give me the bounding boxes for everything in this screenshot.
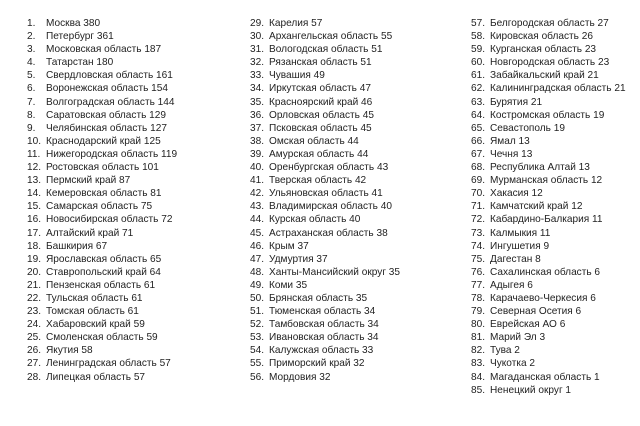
list-item-number: 26.: [27, 345, 42, 357]
list-item-number: 16.: [27, 214, 42, 226]
list-item-number: 47.: [250, 253, 265, 265]
list-item-text: Орловская область 45: [269, 109, 374, 121]
list-item: [250, 305, 400, 318]
list-item-text: Кабардино-Балкария 11: [490, 214, 603, 226]
list-item-number: 58.: [471, 31, 486, 43]
list-item: [471, 384, 626, 397]
list-item-text: Белгородская область 27: [490, 18, 609, 29]
list-item-text: Магаданская область 1: [490, 371, 600, 383]
list-item: [27, 266, 177, 279]
list-item-number: 33.: [250, 70, 265, 82]
list-item-text: Адыгея 6: [490, 279, 533, 291]
list-item: [250, 69, 400, 82]
list-item-number: 20.: [27, 266, 42, 278]
list-item: [250, 122, 400, 135]
list-item-text: Астраханская область 38: [269, 227, 388, 239]
list-item: [471, 161, 626, 174]
list-item-text: Архангельская область 55: [269, 31, 393, 43]
list-item: [471, 266, 626, 279]
list-item-text: Карачаево-Черкесия 6: [490, 292, 596, 304]
list-item-text: Удмуртия 37: [269, 253, 328, 265]
list-item: [27, 240, 177, 253]
list-item-text: Курганская область 23: [490, 44, 597, 56]
list-item-number: 60.: [471, 57, 486, 69]
list-column-1: [27, 17, 177, 384]
list-column-3: [471, 17, 626, 397]
list-item-number: 51.: [250, 306, 265, 318]
list-item-text: Пензенская область 61: [46, 279, 156, 291]
list-item-number: 79.: [471, 306, 486, 318]
list-item-text: Нижегородская область 119: [46, 148, 178, 160]
list-item-number: 65.: [471, 122, 486, 134]
list-item-number: 12.: [27, 162, 42, 174]
list-item-number: 25.: [27, 332, 42, 344]
list-item: [250, 43, 400, 56]
list-item-text: Мурманская область 12: [490, 175, 603, 187]
list-item: [471, 30, 626, 43]
list-item-number: 71.: [471, 201, 486, 213]
list-item-number: 34.: [250, 83, 265, 95]
list-item-number: 73.: [471, 227, 486, 239]
list-item-text: Пермский край 87: [46, 175, 131, 187]
list-item: [471, 279, 626, 292]
list-item-text: Московская область 187: [46, 44, 162, 56]
list-item: [250, 82, 400, 95]
list-item: [250, 240, 400, 253]
list-item: [27, 200, 177, 213]
list-item-number: 61.: [471, 70, 486, 82]
list-item-text: Свердловская область 161: [46, 70, 173, 82]
list-item: [27, 305, 177, 318]
list-item: [250, 148, 400, 161]
list-item-number: 39.: [250, 148, 265, 160]
list-item: [27, 82, 177, 95]
list-item-number: 11.: [27, 148, 41, 160]
list-item-text: Башкирия 67: [46, 240, 108, 252]
list-item: [471, 240, 626, 253]
list-item-number: 46.: [250, 240, 265, 252]
list-item-number: 41.: [250, 175, 265, 187]
list-item-number: 64.: [471, 109, 486, 121]
list-item-number: 28.: [27, 371, 42, 383]
list-item-text: Кемеровская область 81: [46, 188, 162, 200]
list-item-text: Карелия 57: [269, 18, 323, 29]
list-item: [27, 56, 177, 69]
list-item: [250, 227, 400, 240]
list-item-text: Якутия 58: [46, 345, 93, 357]
list-item-text: Липецкая область 57: [46, 371, 146, 383]
list-item-text: Тверская область 42: [269, 175, 367, 187]
list-item-number: 15.: [27, 201, 42, 213]
list-item-number: 54.: [250, 345, 265, 357]
list-item-text: Коми 35: [269, 279, 308, 291]
list-item-text: Смоленская область 59: [46, 332, 158, 344]
list-item-number: 43.: [250, 201, 265, 213]
list-item-text: Хабаровский край 59: [46, 319, 145, 331]
list-item-text: Курская область 40: [269, 214, 361, 226]
list-item-text: Тува 2: [490, 345, 520, 357]
list-item-number: 29.: [250, 18, 265, 29]
list-item-number: 70.: [471, 188, 486, 200]
list-item-text: Дагестан 8: [490, 253, 541, 265]
list-item-number: 68.: [471, 162, 486, 174]
list-item-text: Ульяновская область 41: [269, 188, 383, 200]
list-item-text: Приморский край 32: [269, 358, 365, 370]
list-item: [27, 96, 177, 109]
list-item: [27, 43, 177, 56]
list-item: [250, 56, 400, 69]
list-item: [471, 357, 626, 370]
list-item-number: 74.: [471, 240, 486, 252]
list-item: [27, 69, 177, 82]
list-item: [27, 213, 177, 226]
list-item: [250, 200, 400, 213]
list-item-number: 7.: [27, 96, 36, 108]
list-item-text: Калужская область 33: [269, 345, 374, 357]
list-item: [250, 279, 400, 292]
list-item: [27, 331, 177, 344]
list-item: [471, 69, 626, 82]
list-item: [471, 253, 626, 266]
list-item-text: Самарская область 75: [46, 201, 153, 213]
list-item: [471, 200, 626, 213]
list-item-number: 44.: [250, 214, 265, 226]
list-item: [471, 227, 626, 240]
list-item-text: Бурятия 21: [490, 96, 543, 108]
list-item: [250, 292, 400, 305]
list-item-text: Забайкальский край 21: [490, 70, 599, 82]
list-item: [27, 357, 177, 370]
list-item: [250, 213, 400, 226]
list-item: [471, 148, 626, 161]
list-item-text: Кировская область 26: [490, 31, 593, 43]
list-item-number: 22.: [27, 292, 42, 304]
list-item-text: Иркутская область 47: [269, 83, 371, 95]
list-item-text: Ставропольский край 64: [46, 266, 161, 278]
list-item-text: Ярославская область 65: [46, 253, 162, 265]
list-item-text: Севастополь 19: [490, 122, 565, 134]
list-item-number: 32.: [250, 57, 265, 69]
list-item-number: 84.: [471, 371, 486, 383]
list-item-number: 17.: [27, 227, 42, 239]
list-item: [27, 148, 177, 161]
list-item: [471, 96, 626, 109]
list-item-text: Краснодарский край 125: [46, 135, 161, 147]
list-item: [250, 371, 400, 384]
list-item-number: 38.: [250, 135, 265, 147]
list-item-text: Саратовская область 129: [46, 109, 166, 121]
list-item: [250, 161, 400, 174]
list-item: [27, 279, 177, 292]
list-item-number: 59.: [471, 44, 486, 56]
list-item: [250, 266, 400, 279]
list-item-number: 6.: [27, 83, 36, 95]
list-item-number: 24.: [27, 319, 42, 331]
list-item-text: Калининградская область 21: [490, 83, 626, 95]
list-item-text: Республика Алтай 13: [490, 162, 590, 174]
list-item-text: Татарстан 180: [46, 57, 114, 69]
list-item-number: 63.: [471, 96, 486, 108]
list-item-text: Ленинградская область 57: [46, 358, 171, 370]
list-item: [27, 187, 177, 200]
list-item-number: 1.: [27, 18, 36, 29]
list-item-number: 10.: [27, 135, 42, 147]
list-item-text: Чувашия 49: [269, 70, 325, 82]
list-item-text: Алтайский край 71: [46, 227, 134, 239]
list-item: [250, 344, 400, 357]
list-item: [250, 135, 400, 148]
list-item-text: Ивановская область 34: [269, 332, 379, 344]
list-item: [471, 122, 626, 135]
list-item: [471, 187, 626, 200]
list-item-text: Владимирская область 40: [269, 201, 392, 213]
list-item-number: 57.: [471, 18, 486, 29]
list-item-text: Тюменская область 34: [269, 306, 376, 318]
list-item-number: 36.: [250, 109, 265, 121]
list-item: [471, 135, 626, 148]
list-item-text: Брянская область 35: [269, 292, 368, 304]
list-item-number: 83.: [471, 358, 486, 370]
list-item: [27, 174, 177, 187]
list-item: [250, 17, 400, 30]
list-item: [471, 331, 626, 344]
list-item-number: 13.: [27, 175, 42, 187]
list-item-text: Чукотка 2: [490, 358, 535, 370]
list-item: [250, 174, 400, 187]
list-item: [27, 371, 177, 384]
list-item: [471, 56, 626, 69]
list-item-text: Псковская область 45: [269, 122, 372, 134]
list-item-number: 76.: [471, 266, 486, 278]
list-item-text: Калмыкия 11: [490, 227, 551, 239]
list-item-text: Марий Эл 3: [490, 332, 546, 344]
list-item-text: Москва 380: [46, 18, 101, 29]
list-item-number: 48.: [250, 266, 265, 278]
list-item-text: Красноярский край 46: [269, 96, 373, 108]
list-item-text: Рязанская область 51: [269, 57, 372, 69]
list-item-text: Воронежская область 154: [46, 83, 168, 95]
list-item-text: Тульская область 61: [46, 292, 143, 304]
list-item: [471, 82, 626, 95]
list-item-text: Тамбовская область 34: [269, 319, 379, 331]
list-item-text: Волгоградская область 144: [46, 96, 175, 108]
list-item-text: Крым 37: [269, 240, 309, 252]
list-item: [250, 96, 400, 109]
list-item-number: 18.: [27, 240, 42, 252]
list-item-text: Костромская область 19: [490, 109, 605, 121]
list-item-text: Новосибирская область 72: [46, 214, 173, 226]
list-item-number: 40.: [250, 162, 265, 174]
list-item: [471, 318, 626, 331]
list-item-number: 55.: [250, 358, 265, 370]
list-item-text: Оренбургская область 43: [269, 162, 389, 174]
list-item: [27, 17, 177, 30]
list-item: [471, 17, 626, 30]
list-item-text: Амурская область 44: [269, 148, 369, 160]
list-item-text: Сахалинская область 6: [490, 266, 601, 278]
list-item: [250, 30, 400, 43]
list-item-text: Ненецкий округ 1: [490, 384, 572, 396]
list-item-text: Омская область 44: [269, 135, 359, 147]
list-item-number: 31.: [250, 44, 265, 56]
list-item: [250, 109, 400, 122]
list-item: [471, 371, 626, 384]
list-item-text: Челябинская область 127: [46, 122, 167, 134]
list-item-text: Еврейская АО 6: [490, 319, 566, 331]
list-item-number: 66.: [471, 135, 486, 147]
list-item-number: 80.: [471, 319, 486, 331]
list-item: [471, 109, 626, 122]
list-item-text: Хакасия 12: [490, 188, 543, 200]
list-item: [27, 227, 177, 240]
list-item-number: 77.: [471, 279, 486, 291]
list-item-number: 49.: [250, 279, 265, 291]
list-item: [27, 292, 177, 305]
list-item-text: Ингушетия 9: [490, 240, 550, 252]
list-item-number: 50.: [250, 292, 265, 304]
list-item: [471, 43, 626, 56]
list-item-number: 45.: [250, 227, 265, 239]
list-item-number: 78.: [471, 292, 486, 304]
list-item-text: Северная Осетия 6: [490, 306, 582, 318]
list-item-number: 56.: [250, 371, 265, 383]
list-item: [27, 30, 177, 43]
list-item-text: Вологодская область 51: [269, 44, 383, 56]
list-item-number: 21.: [27, 279, 42, 291]
list-item: [250, 357, 400, 370]
list-item-number: 62.: [471, 83, 486, 95]
list-item-text: Петербург 361: [46, 31, 114, 43]
list-item-number: 4.: [27, 57, 36, 69]
list-item-number: 5.: [27, 70, 36, 82]
list-item-number: 19.: [27, 253, 42, 265]
list-item: [471, 292, 626, 305]
list-item-number: 81.: [471, 332, 486, 344]
list-item-number: 37.: [250, 122, 265, 134]
list-item-number: 85.: [471, 384, 486, 396]
list-item-number: 23.: [27, 306, 42, 318]
list-item: [250, 331, 400, 344]
list-item: [471, 213, 626, 226]
list-item-text: Ямал 13: [490, 135, 530, 147]
list-item-text: Томская область 61: [46, 306, 139, 318]
list-item-number: 72.: [471, 214, 486, 226]
list-item: [471, 305, 626, 318]
list-item-number: 53.: [250, 332, 265, 344]
list-item-number: 52.: [250, 319, 265, 331]
list-item: [27, 122, 177, 135]
list-item-number: 30.: [250, 31, 265, 43]
list-item-number: 14.: [27, 188, 42, 200]
list-item-text: Мордовия 32: [269, 371, 331, 383]
list-item: [27, 253, 177, 266]
list-item-number: 3.: [27, 44, 36, 56]
list-item: [471, 344, 626, 357]
list-item-text: Ростовская область 101: [46, 162, 159, 174]
list-item: [471, 174, 626, 187]
list-item: [27, 161, 177, 174]
list-item: [250, 187, 400, 200]
list-item-text: Камчатский край 12: [490, 201, 583, 213]
list-item: [27, 109, 177, 122]
list-item-text: Ханты-Мансийский округ 35: [269, 266, 401, 278]
list-item: [27, 318, 177, 331]
list-item-number: 42.: [250, 188, 265, 200]
list-item-number: 75.: [471, 253, 486, 265]
list-item-number: 69.: [471, 175, 486, 187]
list-item: [27, 344, 177, 357]
list-item-text: Новгородская область 23: [490, 57, 610, 69]
list-item-number: 2.: [27, 31, 36, 43]
list-item-number: 82.: [471, 345, 486, 357]
list-item-number: 9.: [27, 122, 36, 134]
list-item-text: Чечня 13: [490, 148, 533, 160]
list-item-number: 27.: [27, 358, 42, 370]
list-item: [250, 318, 400, 331]
list-column-2: [250, 17, 400, 384]
list-item: [250, 253, 400, 266]
list-item: [27, 135, 177, 148]
list-item-number: 67.: [471, 148, 486, 160]
list-item-number: 35.: [250, 96, 265, 108]
list-item-number: 8.: [27, 109, 36, 121]
